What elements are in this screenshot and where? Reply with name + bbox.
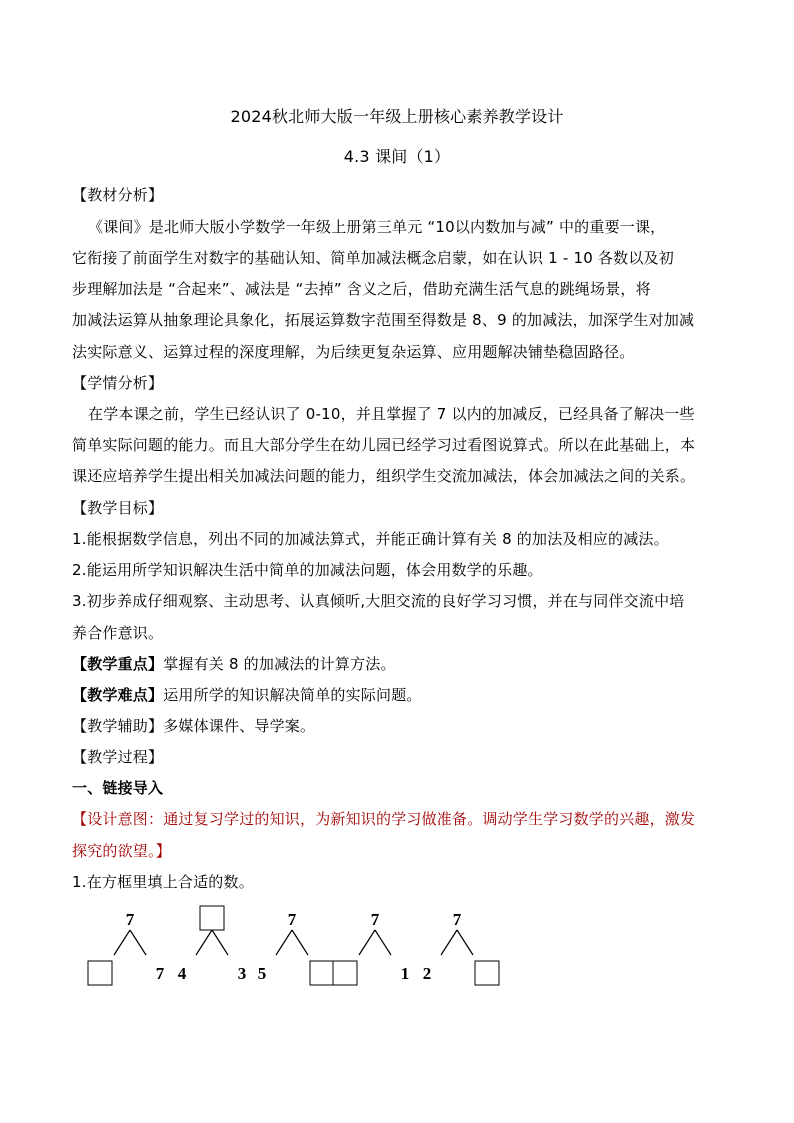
learner-analysis-line: 在学本课之前，学生已经认识了 0-10，并且掌握了 7 以内的加减反，已经具备了解决一些 [88, 405, 695, 423]
bond-branch-line [196, 930, 212, 955]
design-intent-line: 【设计意图：通过复习学过的知识，为新知识的学习做准备。调动学生学习数学的兴趣，激发 [72, 810, 696, 828]
key-point-heading: 【教学重点】 [72, 655, 164, 673]
aids-heading: 【教学辅助】 [72, 717, 164, 735]
difficulty-heading: 【教学难点】 [72, 686, 164, 704]
answer-box[interactable] [200, 906, 224, 930]
material-analysis-heading: 【教材分析】 [72, 186, 164, 204]
bond-branch-line [375, 930, 391, 955]
bond-top-number: 7 [287, 910, 297, 929]
part1-title: 一、链接导入 [72, 779, 164, 797]
answer-box[interactable] [88, 961, 112, 985]
process-heading: 【教学过程】 [72, 748, 164, 766]
learner-analysis-line: 课还应培养学生提出相关加减法问题的能力，组织学生交流加减法，体会加减法之间的关系。 [72, 467, 696, 485]
key-point-text: 掌握有关 8 的加减法的计算方法。 [163, 655, 396, 673]
answer-box[interactable] [475, 961, 499, 985]
material-analysis-line: 它衔接了前面学生对数字的基础认知、简单加减法概念启蒙，如在认识 1 - 10 各数以及初 [72, 249, 674, 267]
material-analysis-line: 步理解加法是 “合起来”、减法是 “去掉” 含义之后，借助充满生活气息的跳绳场景，将 [72, 280, 651, 298]
bond-top-number: 7 [452, 910, 462, 929]
difficulty-text: 运用所学的知识解决简单的实际问题。 [163, 686, 422, 704]
objectives-heading: 【教学目标】 [72, 499, 164, 517]
objective-item: 3.初步养成仔细观察、主动思考、认真倾听,大胆交流的良好学习习惯，并在与同伴交流中培 [72, 592, 685, 610]
objective-item: 1.能根据数学信息，列出不同的加减法算式，并能正确计算有关 8 的加法及相应的减法。 [72, 530, 669, 548]
objective-item: 养合作意识。 [72, 624, 164, 642]
bond-right-number: 3 [237, 964, 247, 983]
learner-analysis-line: 简单实际问题的能力。而且大部分学生在幼儿园已经学习过看图说算式。所以在此基础上，本 [72, 436, 696, 454]
learner-analysis-heading: 【学情分析】 [72, 374, 164, 392]
document-title: 2024秋北师大版一年级上册核心素养教学设计 [230, 107, 564, 126]
number-bond-diagram [80, 900, 520, 1000]
bond-right-number: 1 [400, 964, 410, 983]
bond-left-number: 4 [177, 964, 187, 983]
material-analysis-line: 加减法运算从抽象理论具象化，拓展运算数字范围至得数是 8、9 的加减法，加深学生对加减 [72, 311, 695, 329]
objective-item: 2.能运用所学知识解决生活中简单的加减法问题，体会用数学的乐趣。 [72, 561, 543, 579]
lesson-title: 4.3 课间（1） [343, 147, 451, 166]
bond-branch-line [276, 930, 292, 955]
material-analysis-line: 《课间》是北师大版小学数学一年级上册第三单元 “10以内数加与减” 中的重要一课， [88, 218, 666, 236]
bond-branch-line [457, 930, 473, 955]
exercise-1-instruction: 1.在方框里填上合适的数。 [72, 873, 254, 891]
bond-left-number: 2 [422, 964, 432, 983]
bond-top-number: 7 [125, 910, 135, 929]
answer-box[interactable] [310, 961, 334, 985]
bond-branch-line [359, 930, 375, 955]
bond-left-number: 5 [257, 964, 267, 983]
bond-branch-line [292, 930, 308, 955]
answer-box[interactable] [333, 961, 357, 985]
bond-right-number: 7 [155, 964, 165, 983]
material-analysis-line: 法实际意义、运算过程的深度理解，为后续更复杂运算、应用题解决铺垫稳固路径。 [72, 343, 635, 361]
bond-branch-line [441, 930, 457, 955]
design-intent-line: 探究的欲望。】 [72, 842, 171, 860]
bond-branch-line [114, 930, 130, 955]
bond-branch-line [130, 930, 146, 955]
aids-row [72, 711, 732, 742]
aids-text: 多媒体课件、导学案。 [163, 717, 316, 735]
key-point-row [72, 649, 732, 680]
difficulty-row [72, 680, 732, 711]
bond-top-number: 7 [370, 910, 380, 929]
bond-branch-line [212, 930, 228, 955]
